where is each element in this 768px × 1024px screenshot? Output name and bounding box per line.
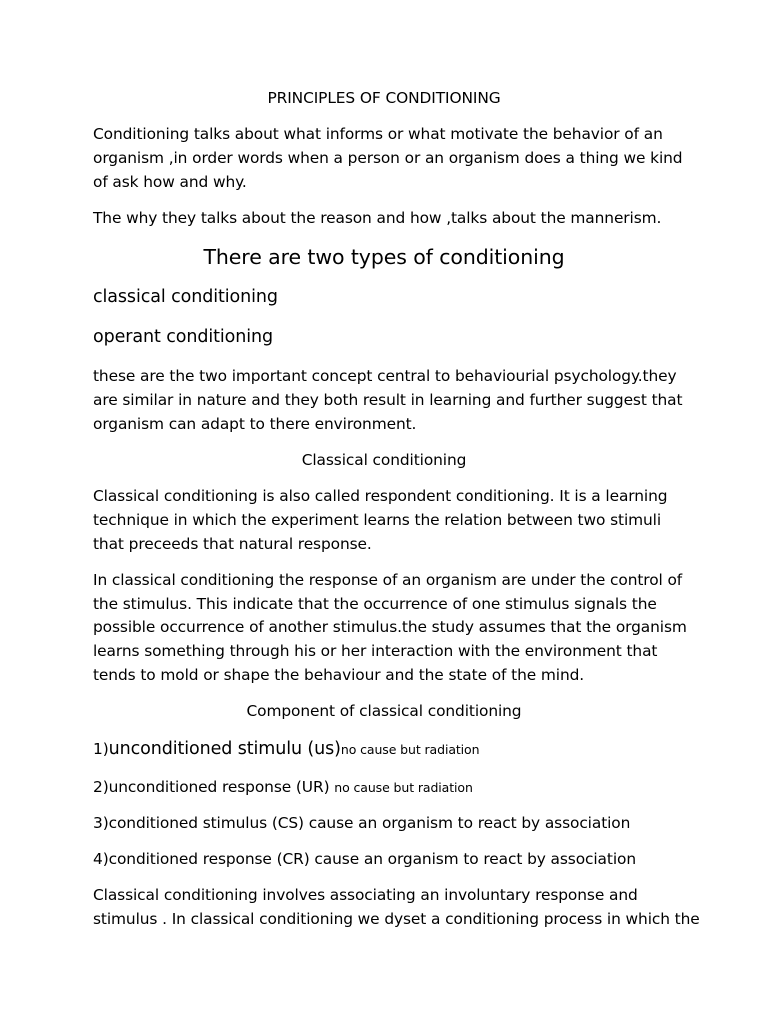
classical-response-line-2: the stimulus. This indicate that the occurrence of one stimulus signals the bbox=[93, 595, 657, 613]
component-item-4 bbox=[93, 847, 636, 871]
component-item-1 bbox=[93, 736, 479, 762]
classical-response-line-4: learns something through his or her interaction with the environment that bbox=[93, 642, 658, 660]
why-line: The why they talks about the reason and how ,talks about the mannerism. bbox=[93, 209, 662, 227]
classical-heading: Classical conditioning bbox=[301, 451, 467, 469]
component-prefix: 3) bbox=[93, 814, 109, 832]
component-item-2 bbox=[93, 775, 473, 800]
final-line-2: stimulus . In classical conditioning we dyset a conditioning process in which the bbox=[93, 910, 700, 928]
component-prefix: 4) bbox=[93, 850, 109, 868]
classical-def-line-1: Classical conditioning is also called respondent conditioning. It is a learning bbox=[93, 487, 668, 505]
classical-def-line-2: technique in which the experiment learns the relation between two stimuli bbox=[93, 511, 662, 529]
component-term: unconditioned stimulu (us) bbox=[108, 739, 341, 759]
concept-line-2: are similar in nature and they both result in learning and further suggest that bbox=[93, 391, 683, 409]
intro-line-1: Conditioning talks about what informs or what motivate the behavior of an bbox=[93, 125, 663, 143]
concept-line-1: these are the two important concept central to behaviourial psychology.they bbox=[93, 367, 677, 385]
intro-line-2: organism ,in order words when a person or an organism does a thing we kind bbox=[93, 149, 683, 167]
intro-line-3: of ask how and why. bbox=[93, 173, 247, 191]
concept-line-3: organism can adapt to there environment. bbox=[93, 415, 417, 433]
classical-response-line-1: In classical conditioning the response of an organism are under the control of bbox=[93, 571, 683, 589]
classical-def-line-3: that preceeds that natural response. bbox=[93, 535, 372, 553]
component-term: unconditioned response (UR) bbox=[108, 778, 335, 796]
component-prefix: 1) bbox=[93, 740, 109, 758]
component-prefix: 2) bbox=[93, 778, 109, 796]
page-title: PRINCIPLES OF CONDITIONING bbox=[267, 89, 501, 107]
type-operant: operant conditioning bbox=[93, 327, 273, 347]
final-line-1: Classical conditioning involves associating an involuntary response and bbox=[93, 886, 638, 904]
component-note: no cause but radiation bbox=[340, 742, 480, 757]
type-classical: classical conditioning bbox=[93, 287, 278, 307]
classical-response-line-5: tends to mold or shape the behaviour and the state of the mind. bbox=[93, 666, 585, 684]
component-note: no cause but radiation bbox=[334, 780, 473, 795]
component-item-3 bbox=[93, 811, 630, 835]
component-term: conditioned stimulus (CS) cause an organism to react by association bbox=[108, 814, 631, 832]
classical-response-line-3: possible occurrence of another stimulus.the study assumes that the organism bbox=[93, 618, 687, 636]
component-heading: Component of classical conditioning bbox=[246, 702, 522, 720]
component-term: conditioned response (CR) cause an organism to react by association bbox=[108, 850, 636, 868]
types-heading: There are two types of conditioning bbox=[203, 245, 565, 269]
